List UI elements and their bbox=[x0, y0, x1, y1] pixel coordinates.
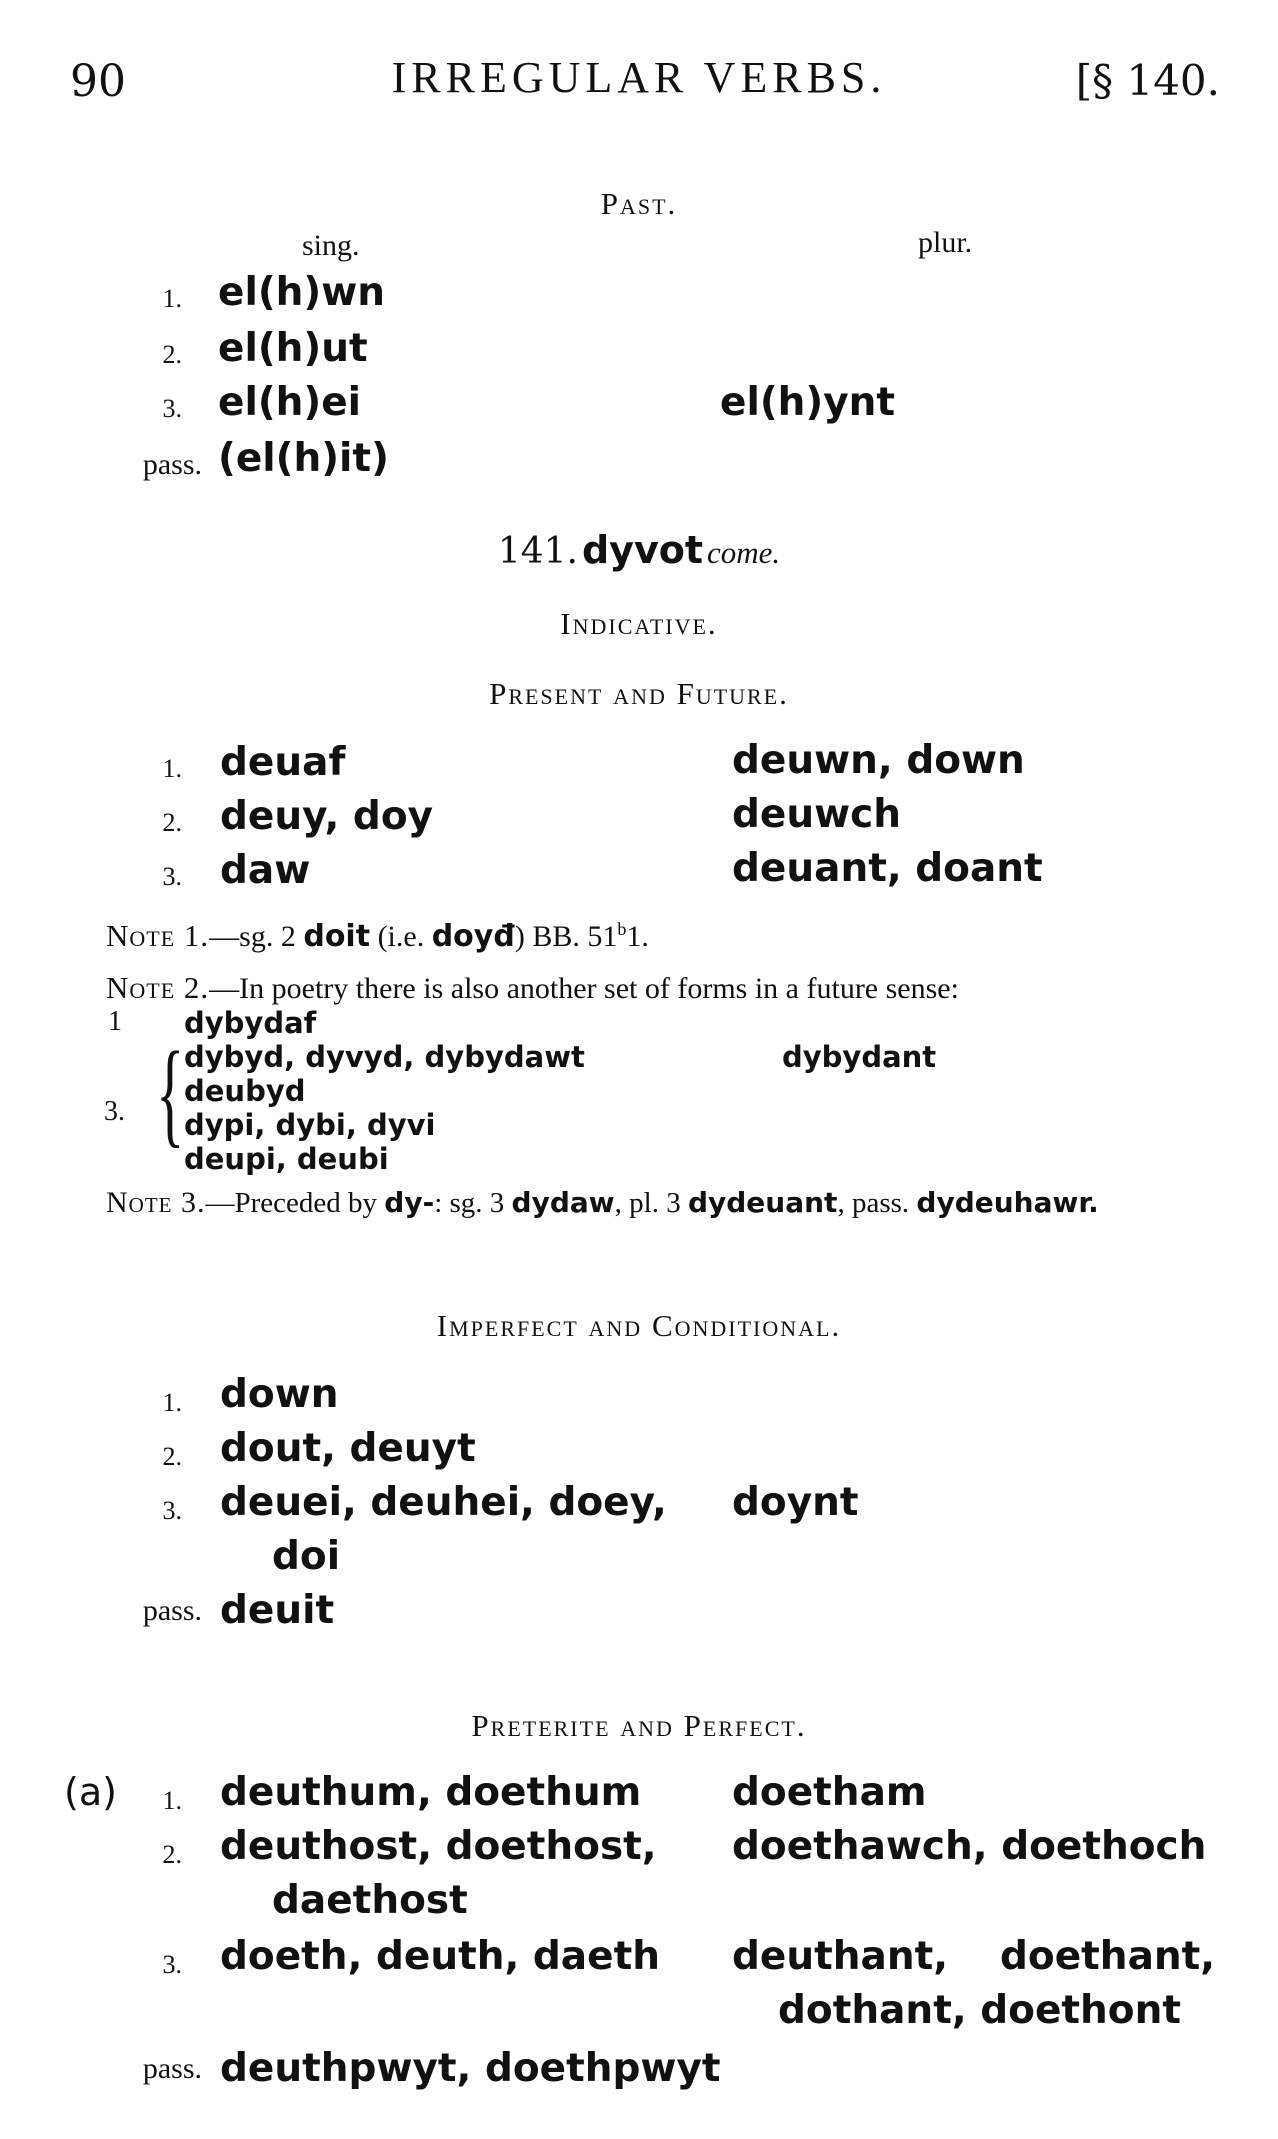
pret-row-3-plur-cont: dothant, doethont bbox=[778, 1988, 1182, 2033]
pret-row-2-sing-cont: daethost bbox=[272, 1878, 468, 1923]
plur-label: plur. bbox=[918, 226, 973, 259]
ind-row-3-plur: deuant, doant bbox=[732, 846, 1043, 891]
note-2-form-d: deupi, deubi bbox=[184, 1142, 389, 1176]
note-3-label: Note 3. bbox=[106, 1186, 206, 1219]
brace: { bbox=[156, 1027, 185, 1158]
note-3-bold-d: dydeuhawr. bbox=[916, 1186, 1099, 1219]
note-2-row1-form: dybydaf bbox=[184, 1006, 317, 1040]
pret-row-pass-sing: deuthpwyt, doethpwyt bbox=[220, 2046, 721, 2091]
past-row-3-num: 3. bbox=[162, 394, 182, 423]
imp-row-3-num: 3. bbox=[162, 1496, 182, 1525]
pret-row-2-sing: deuthost, doethost, bbox=[220, 1824, 657, 1869]
entry-gloss: come. bbox=[707, 535, 781, 570]
entry-word: dyvot bbox=[581, 528, 703, 572]
pret-row-pass-num: pass. bbox=[142, 2052, 202, 2085]
pret-row-3-plur-b: doethant, bbox=[1000, 1934, 1216, 1979]
past-row-2-sing: el(h)ut bbox=[218, 326, 368, 371]
pret-row-2-plur: doethawch, doethoch bbox=[732, 1824, 1207, 1869]
ind-row-3-num: 3. bbox=[162, 862, 182, 891]
note-1-text-d: 1. bbox=[626, 920, 649, 953]
note-1-bold-b: doyđ bbox=[431, 919, 515, 954]
imp-row-3-sing-cont: doi bbox=[272, 1534, 341, 1579]
imp-row-3-sing: deuei, deuhei, doey, bbox=[220, 1480, 667, 1525]
imp-row-pass-num: pass. bbox=[142, 1594, 202, 1627]
note-3-text-d: , pass. bbox=[837, 1187, 917, 1219]
indicative-heading: Indicative. bbox=[560, 606, 718, 641]
past-row-2-num: 2. bbox=[162, 340, 182, 369]
note-3-text-b: : sg. 3 bbox=[434, 1187, 512, 1219]
pret-row-1-plur: doetham bbox=[732, 1770, 927, 1815]
past-row-pass-sing: (el(h)it) bbox=[218, 436, 389, 481]
pret-row-2-num: 2. bbox=[162, 1840, 182, 1869]
note-2-row1-num: 1 bbox=[108, 1006, 122, 1037]
preterite-marker: (a) bbox=[64, 1770, 117, 1814]
past-heading: Past. bbox=[600, 186, 678, 221]
section-reference: [§ 140. bbox=[1075, 56, 1220, 105]
imperfect-heading: Imperfect and Conditional. bbox=[436, 1308, 842, 1343]
note-3-bold-c: dydeuant bbox=[687, 1186, 838, 1219]
past-row-1-num: 1. bbox=[162, 284, 182, 313]
imp-row-2-sing: dout, deuyt bbox=[220, 1426, 476, 1471]
ind-row-2-num: 2. bbox=[162, 808, 182, 837]
note-2-form-c: dypi, dybi, dyvi bbox=[184, 1108, 436, 1142]
note-1-text-a: —sg. 2 bbox=[209, 920, 304, 953]
note-2-row3-plur: dybydant bbox=[782, 1040, 937, 1074]
ind-row-2-plur: deuwch bbox=[732, 792, 902, 837]
note-2-text: —In poetry there is also another set of forms in a future sense: bbox=[209, 972, 959, 1005]
note-2-form-b: deubyd bbox=[184, 1074, 306, 1108]
note-1-text-b: (i.e. bbox=[370, 920, 432, 953]
note-2-form-a: dybyd, dyvyd, dybydawt bbox=[184, 1040, 585, 1074]
pret-row-3-plur: deuthant, bbox=[732, 1934, 949, 1979]
sing-label: sing. bbox=[302, 229, 360, 262]
note-2-row3-num: 3. bbox=[104, 1096, 125, 1127]
note-3-bold-a: dy- bbox=[384, 1186, 435, 1219]
pret-row-1-sing: deuthum, doethum bbox=[220, 1770, 642, 1815]
note-1 bbox=[106, 918, 649, 954]
imp-row-1-sing: down bbox=[220, 1372, 339, 1417]
past-row-1-sing: el(h)wn bbox=[218, 270, 386, 315]
entry-number: 141. bbox=[497, 531, 578, 572]
imp-row-pass-sing: deuit bbox=[220, 1588, 335, 1633]
note-3-text-a: —Preceded by bbox=[205, 1187, 385, 1219]
ind-row-1-sing: deuaf bbox=[220, 740, 346, 785]
note-2-label: Note 2. bbox=[106, 970, 210, 1005]
ind-row-3-sing: daw bbox=[220, 848, 311, 893]
past-row-3-sing: el(h)ei bbox=[218, 380, 362, 425]
page-number: 90 bbox=[70, 56, 126, 107]
imp-row-1-num: 1. bbox=[162, 1388, 182, 1417]
pret-row-1-num: 1. bbox=[162, 1786, 182, 1815]
present-future-heading: Present and Future. bbox=[489, 676, 789, 711]
note-3-bold-b: dydaw bbox=[511, 1186, 615, 1219]
ind-row-1-num: 1. bbox=[162, 754, 182, 783]
note-1-label: Note 1. bbox=[106, 918, 210, 953]
ind-row-2-sing: deuy, doy bbox=[220, 794, 434, 839]
imp-row-2-num: 2. bbox=[162, 1442, 182, 1471]
note-3-text-c: , pl. 3 bbox=[614, 1187, 688, 1219]
preterite-heading: Preterite and Perfect. bbox=[471, 1708, 807, 1743]
past-row-pass-num: pass. bbox=[142, 448, 202, 481]
entry-141-heading bbox=[0, 528, 1278, 572]
note-1-bold-a: doit bbox=[303, 919, 371, 954]
note-1-sup: b bbox=[617, 919, 627, 939]
imp-row-3-plur: doynt bbox=[732, 1480, 859, 1525]
page-title: IRREGULAR VERBS. bbox=[391, 53, 887, 102]
note-3 bbox=[106, 1186, 1099, 1220]
ind-row-1-plur: deuwn, down bbox=[732, 738, 1025, 783]
past-row-3-plur: el(h)ynt bbox=[720, 380, 896, 425]
pret-row-3-sing: doeth, deuth, daeth bbox=[220, 1934, 660, 1979]
pret-row-3-num: 3. bbox=[162, 1950, 182, 1979]
note-2 bbox=[106, 970, 959, 1006]
note-1-text-c: ) BB. 51 bbox=[514, 920, 618, 953]
